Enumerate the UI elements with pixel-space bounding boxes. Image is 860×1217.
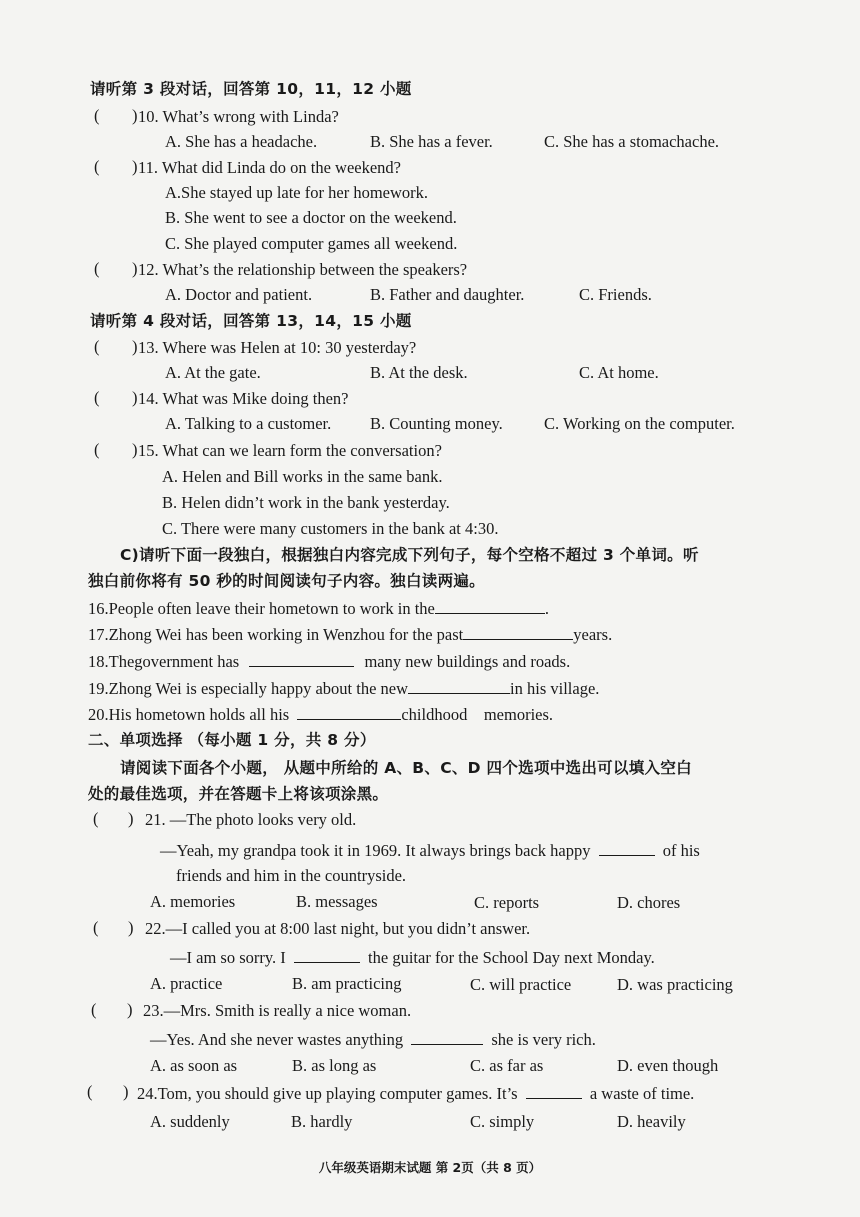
q21-line1: —The photo looks very old. <box>169 810 357 829</box>
q12-option-b: B. Father and daughter. <box>370 285 525 304</box>
q23-blank[interactable] <box>411 1029 483 1045</box>
answer-paren-open: ( <box>94 157 100 176</box>
answer-paren-close: ) <box>132 106 138 125</box>
q22-line2-end: the guitar for the School Day next Monday. <box>368 948 655 967</box>
part-two-title: 二、单项选择 （每小题 1 分，共 8 分） <box>88 731 376 749</box>
sentence-16-text: 16.People often leave their hometown to work in the <box>88 599 435 618</box>
q22-option-c: C. will practice <box>470 975 572 994</box>
sentence-20-blank[interactable] <box>297 704 401 720</box>
answer-paren-close: ) <box>132 440 138 459</box>
q23-line1: —Mrs. Smith is really a nice woman. <box>163 1001 412 1020</box>
sentence-16 <box>88 598 549 619</box>
q14-option-b: B. Counting money. <box>370 414 503 433</box>
q21-line2 <box>160 840 700 861</box>
sentence-17-end: years. <box>573 625 613 644</box>
q13-option-b: B. At the desk. <box>370 363 468 382</box>
answer-paren-close: ) <box>128 918 134 937</box>
sentence-19-text: 19.Zhong Wei is especially happy about the new <box>88 679 409 698</box>
answer-paren-open: ( <box>91 1000 97 1019</box>
q10-stem: 10. What’s wrong with Linda? <box>138 107 339 126</box>
q21-line2-end: of his <box>662 841 700 860</box>
q21-line2-text: —Yeah, my grandpa took it in 1969. It always brings back happy <box>160 841 591 860</box>
q13-stem: 13. Where was Helen at 10: 30 yesterday? <box>138 338 417 357</box>
q24-line1-end: a waste of time. <box>589 1084 695 1103</box>
q22-number: 22. <box>145 919 166 938</box>
sentence-18-end: many new buildings and roads. <box>364 652 571 671</box>
q22-option-d: D. was practicing <box>617 975 733 994</box>
q24-option-b: B. hardly <box>291 1112 353 1131</box>
answer-paren-close: ) <box>132 337 138 356</box>
sentence-20-end: childhood memories. <box>401 705 554 724</box>
q10-option-b: B. She has a fever. <box>370 132 493 151</box>
q24-number: 24. <box>137 1084 158 1103</box>
q21-stem <box>145 810 356 830</box>
q21-blank[interactable] <box>599 840 655 856</box>
q21-number: 21. <box>145 810 166 829</box>
answer-paren-open: ( <box>87 1082 93 1101</box>
q11-option-c: C. She played computer games all weekend. <box>165 234 458 253</box>
q22-option-a: A. practice <box>150 974 223 993</box>
q24-blank[interactable] <box>526 1083 582 1099</box>
q24-option-d: D. heavily <box>617 1112 686 1131</box>
answer-paren-open: ( <box>94 388 100 407</box>
q22-line2-text: —I am so sorry. I <box>170 948 286 967</box>
answer-paren-close: ) <box>132 388 138 407</box>
sentence-20-text: 20.His hometown holds all his <box>88 705 290 724</box>
q12-option-c: C. Friends. <box>579 285 652 304</box>
sentence-17-text: 17.Zhong Wei has been working in Wenzhou for the past <box>88 625 464 644</box>
section3-header: 请听第 3 段对话，回答第 10，11，12 小题 <box>90 80 412 98</box>
q22-stem <box>145 919 530 939</box>
q21-line3: friends and him in the countryside. <box>176 866 407 885</box>
q11-option-b: B. She went to see a doctor on the weekend. <box>165 208 457 227</box>
q23-stem <box>143 1001 411 1021</box>
q22-blank[interactable] <box>294 947 360 963</box>
q15-stem: 15. What can we learn form the conversation? <box>138 441 442 460</box>
q23-option-b: B. as long as <box>292 1056 377 1075</box>
sentence-17 <box>88 624 612 645</box>
q13-option-a: A. At the gate. <box>165 363 261 382</box>
q14-option-a: A. Talking to a customer. <box>165 414 332 433</box>
answer-paren-open: ( <box>93 809 99 828</box>
partc-instruction-line2: 独白前你将有 50 秒的时间阅读句子内容。独白读两遍。 <box>88 572 485 590</box>
q22-option-b: B. am practicing <box>292 974 402 993</box>
q15-option-b: B. Helen didn’t work in the bank yesterday. <box>162 493 450 512</box>
q23-option-d: D. even though <box>617 1056 719 1075</box>
q23-option-c: C. as far as <box>470 1056 544 1075</box>
sentence-18-blank[interactable] <box>249 651 354 667</box>
q23-line2 <box>150 1029 596 1050</box>
q23-option-a: A. as soon as <box>150 1056 238 1075</box>
q22-line2 <box>170 947 655 968</box>
answer-paren-open: ( <box>94 337 100 356</box>
sentence-19-end: in his village. <box>510 679 600 698</box>
answer-paren-open: ( <box>93 918 99 937</box>
q12-stem: 12. What’s the relationship between the speakers? <box>138 260 468 279</box>
sentence-16-end: . <box>544 599 549 618</box>
answer-paren-close: ) <box>132 157 138 176</box>
sentence-20 <box>88 704 553 725</box>
q10-option-a: A. She has a headache. <box>165 132 318 151</box>
q11-option-a: A.She stayed up late for her homework. <box>165 183 429 202</box>
q10-option-c: C. She has a stomachache. <box>544 132 720 151</box>
q21-option-a: A. memories <box>150 892 236 911</box>
q15-option-c: C. There were many customers in the bank at 4:30. <box>162 519 499 538</box>
part-two-instruction-line2: 处的最佳选项，并在答题卡上将该项涂黑。 <box>88 785 389 803</box>
answer-paren-open: ( <box>94 106 100 125</box>
q21-option-d: D. chores <box>617 893 681 912</box>
q15-option-a: A. Helen and Bill works in the same bank. <box>162 467 443 486</box>
answer-paren-close: ) <box>128 809 134 828</box>
q24-stem <box>137 1083 694 1104</box>
answer-paren-open: ( <box>94 440 100 459</box>
sentence-18-text: 18.Thegovernment has <box>88 652 240 671</box>
sentence-19-blank[interactable] <box>408 678 510 694</box>
answer-paren-open: ( <box>94 259 100 278</box>
q24-option-a: A. suddenly <box>150 1112 230 1131</box>
answer-paren-close: ) <box>123 1082 129 1101</box>
answer-paren-close: ) <box>132 259 138 278</box>
q21-option-b: B. messages <box>296 892 378 911</box>
q22-line1: —I called you at 8:00 last night, but you didn’t answer. <box>165 919 531 938</box>
q14-option-c: C. Working on the computer. <box>544 414 735 433</box>
q11-stem: 11. What did Linda do on the weekend? <box>138 158 402 177</box>
sentence-17-blank[interactable] <box>463 624 573 640</box>
section4-header: 请听第 4 段对话，回答第 13，14，15 小题 <box>90 312 412 330</box>
q13-option-c: C. At home. <box>579 363 659 382</box>
q12-option-a: A. Doctor and patient. <box>165 285 313 304</box>
sentence-19 <box>88 678 599 699</box>
sentence-18 <box>88 651 570 672</box>
q23-number: 23. <box>143 1001 164 1020</box>
partc-instruction-line1: C)请听下面一段独白，根据独白内容完成下列句子，每个空格不超过 3 个单词。听 <box>120 546 699 564</box>
q14-stem: 14. What was Mike doing then? <box>138 389 349 408</box>
q23-line2-end: she is very rich. <box>491 1030 596 1049</box>
answer-paren-close: ) <box>127 1000 133 1019</box>
q21-option-c: C. reports <box>474 893 540 912</box>
q24-line1: Tom, you should give up playing computer games. It’s <box>157 1084 518 1103</box>
page-footer: 八年级英语期末试题 第 2页（共 8 页） <box>318 1160 542 1175</box>
q23-line2-text: —Yes. And she never wastes anything <box>150 1030 404 1049</box>
q24-option-c: C. simply <box>470 1112 535 1131</box>
sentence-16-blank[interactable] <box>435 598 545 614</box>
part-two-instruction-line1: 请阅读下面各个小题， 从题中所给的 A、B、C、D 四个选项中选出可以填入空白 <box>120 759 692 777</box>
